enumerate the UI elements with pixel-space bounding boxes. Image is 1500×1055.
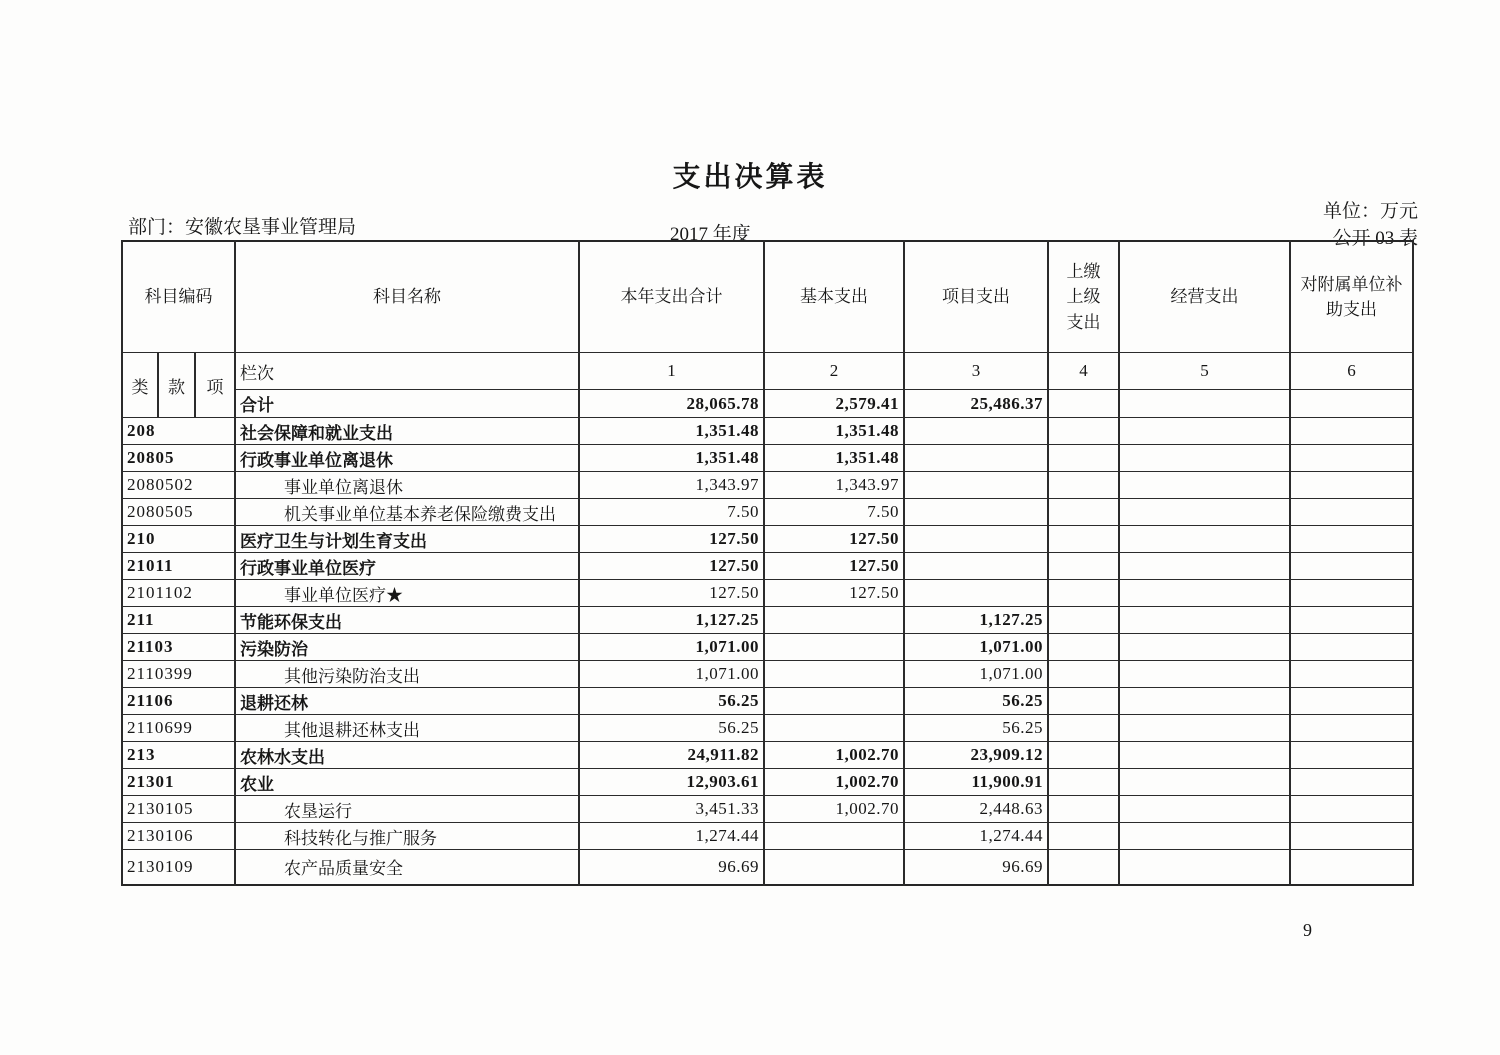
table-body (122, 418, 1413, 885)
subject-code-cell: 208 (122, 418, 235, 445)
value-cell-col6 (1290, 499, 1413, 526)
value-cell-col6 (1290, 850, 1413, 885)
value-cell-col6 (1290, 418, 1413, 445)
table-row (122, 796, 1413, 823)
grand-total-row (122, 390, 1413, 418)
value-cell-col2: 1,343.97 (764, 472, 904, 499)
value-cell-col4 (1048, 715, 1119, 742)
value-cell-col4 (1048, 634, 1119, 661)
value-cell-col4 (1048, 850, 1119, 885)
value-cell-col2: 127.50 (764, 553, 904, 580)
value-cell-col5 (1119, 661, 1290, 688)
header-subsidy-expenditure: 对附属单位补助支出 (1290, 241, 1413, 353)
value-cell-col4 (1048, 823, 1119, 850)
value-cell-col2: 7.50 (764, 499, 904, 526)
table-row (122, 553, 1413, 580)
value-cell-col6 (1290, 661, 1413, 688)
unit-label: 单位：万元 (1322, 201, 1418, 222)
value-cell-col5 (1119, 607, 1290, 634)
value-cell-col3: 56.25 (904, 688, 1048, 715)
table-row (122, 580, 1413, 607)
table-row (122, 499, 1413, 526)
value-cell-col1: 1,351.48 (579, 418, 764, 445)
expenditure-table (121, 240, 1414, 886)
subject-name-cell: 行政事业单位离退休 (235, 445, 579, 472)
value-cell-col2: 1,002.70 (764, 742, 904, 769)
subject-name-cell: 科技转化与推广服务 (235, 823, 579, 850)
value-cell-col6 (1290, 553, 1413, 580)
value-cell-col5 (1119, 742, 1290, 769)
table-row (122, 526, 1413, 553)
grand-total-col4 (1048, 390, 1119, 418)
value-cell-col4 (1048, 742, 1119, 769)
value-cell-col6 (1290, 742, 1413, 769)
value-cell-col6 (1290, 607, 1413, 634)
value-cell-col5 (1119, 796, 1290, 823)
table-row (122, 769, 1413, 796)
value-cell-col4 (1048, 499, 1119, 526)
value-cell-col4 (1048, 445, 1119, 472)
header-project-expenditure: 项目支出 (904, 241, 1048, 353)
table-row (122, 715, 1413, 742)
value-cell-col2: 1,351.48 (764, 445, 904, 472)
value-cell-col4 (1048, 526, 1119, 553)
header-section: 款 (158, 353, 195, 418)
subject-name-cell: 医疗卫生与计划生育支出 (235, 526, 579, 553)
subject-code-cell: 21301 (122, 769, 235, 796)
table-row (122, 607, 1413, 634)
value-cell-col2 (764, 715, 904, 742)
grand-total-col2: 2,579.41 (764, 390, 904, 418)
subject-name-cell: 行政事业单位医疗 (235, 553, 579, 580)
column-number-4: 4 (1048, 353, 1119, 390)
value-cell-col5 (1119, 580, 1290, 607)
value-cell-col3: 1,274.44 (904, 823, 1048, 850)
value-cell-col3: 56.25 (904, 715, 1048, 742)
column-index-label: 栏次 (235, 353, 579, 390)
subject-code-cell: 2130106 (122, 823, 235, 850)
subject-code-cell: 21103 (122, 634, 235, 661)
value-cell-col1: 96.69 (579, 850, 764, 885)
value-cell-col1: 1,071.00 (579, 634, 764, 661)
value-cell-col5 (1119, 850, 1290, 885)
table-code-label: 公开 03 表 (1332, 228, 1418, 249)
value-cell-col1: 1,071.00 (579, 661, 764, 688)
table-row (122, 688, 1413, 715)
value-cell-col3: 23,909.12 (904, 742, 1048, 769)
value-cell-col1: 1,127.25 (579, 607, 764, 634)
value-cell-col2 (764, 661, 904, 688)
value-cell-col4 (1048, 607, 1119, 634)
value-cell-col3: 96.69 (904, 850, 1048, 885)
value-cell-col3 (904, 418, 1048, 445)
column-index-row (122, 353, 1413, 390)
header-operating-expenditure: 经营支出 (1119, 241, 1290, 353)
header-basic-expenditure: 基本支出 (764, 241, 904, 353)
subject-name-cell: 农林水支出 (235, 742, 579, 769)
table-row (122, 418, 1413, 445)
subject-name-cell: 农产品质量安全 (235, 850, 579, 885)
subject-name-cell: 事业单位离退休 (235, 472, 579, 499)
value-cell-col5 (1119, 769, 1290, 796)
value-cell-col4 (1048, 553, 1119, 580)
subject-name-cell: 社会保障和就业支出 (235, 418, 579, 445)
header-subject-name: 科目名称 (235, 241, 579, 353)
subject-code-cell: 21011 (122, 553, 235, 580)
value-cell-col4 (1048, 688, 1119, 715)
subject-code-cell: 2130109 (122, 850, 235, 885)
subject-name-cell: 其他退耕还林支出 (235, 715, 579, 742)
subject-code-cell: 210 (122, 526, 235, 553)
header-class: 类 (122, 353, 158, 418)
subject-code-cell: 2110399 (122, 661, 235, 688)
department-label: 部门：安徽农垦事业管理局 (128, 217, 357, 238)
value-cell-col1: 1,343.97 (579, 472, 764, 499)
value-cell-col4 (1048, 472, 1119, 499)
subject-name-cell: 农业 (235, 769, 579, 796)
subject-code-cell: 2110699 (122, 715, 235, 742)
value-cell-col6 (1290, 823, 1413, 850)
column-number-6: 6 (1290, 353, 1413, 390)
value-cell-col1: 1,274.44 (579, 823, 764, 850)
subject-code-cell: 211 (122, 607, 235, 634)
value-cell-col1: 127.50 (579, 553, 764, 580)
value-cell-col2 (764, 850, 904, 885)
subject-name-cell: 机关事业单位基本养老保险缴费支出 (235, 499, 579, 526)
value-cell-col1: 12,903.61 (579, 769, 764, 796)
table-row (122, 445, 1413, 472)
value-cell-col6 (1290, 445, 1413, 472)
value-cell-col5 (1119, 418, 1290, 445)
value-cell-col1: 127.50 (579, 580, 764, 607)
column-number-2: 2 (764, 353, 904, 390)
value-cell-col3 (904, 553, 1048, 580)
subject-name-cell: 其他污染防治支出 (235, 661, 579, 688)
header-year-total: 本年支出合计 (579, 241, 764, 353)
page-title: 支出决算表 (672, 161, 828, 192)
value-cell-col1: 56.25 (579, 715, 764, 742)
value-cell-col5 (1119, 688, 1290, 715)
header-subject-code: 科目编码 (122, 241, 235, 353)
table-row (122, 850, 1413, 885)
column-number-5: 5 (1119, 353, 1290, 390)
value-cell-col3 (904, 526, 1048, 553)
page-number: 9 (1303, 920, 1312, 940)
value-cell-col6 (1290, 526, 1413, 553)
value-cell-col2: 127.50 (764, 580, 904, 607)
value-cell-col2: 1,002.70 (764, 769, 904, 796)
value-cell-col5 (1119, 526, 1290, 553)
grand-total-col1: 28,065.78 (579, 390, 764, 418)
subject-code-cell: 213 (122, 742, 235, 769)
value-cell-col3 (904, 445, 1048, 472)
subject-code-cell: 20805 (122, 445, 235, 472)
value-cell-col2: 1,351.48 (764, 418, 904, 445)
value-cell-col2 (764, 823, 904, 850)
value-cell-col2 (764, 688, 904, 715)
value-cell-col1: 24,911.82 (579, 742, 764, 769)
value-cell-col5 (1119, 634, 1290, 661)
value-cell-col6 (1290, 472, 1413, 499)
value-cell-col3 (904, 499, 1048, 526)
subject-name-cell: 退耕还林 (235, 688, 579, 715)
header-item: 项 (195, 353, 235, 418)
column-number-3: 3 (904, 353, 1048, 390)
value-cell-col2 (764, 634, 904, 661)
fiscal-year-label: 2017 年度 (670, 224, 751, 245)
value-cell-col6 (1290, 715, 1413, 742)
subject-code-cell: 2101102 (122, 580, 235, 607)
header-row (122, 241, 1413, 353)
value-cell-col1: 1,351.48 (579, 445, 764, 472)
value-cell-col5 (1119, 823, 1290, 850)
value-cell-col2: 127.50 (764, 526, 904, 553)
value-cell-col1: 7.50 (579, 499, 764, 526)
value-cell-col4 (1048, 580, 1119, 607)
value-cell-col5 (1119, 715, 1290, 742)
grand-total-label: 合计 (235, 390, 579, 418)
subject-code-cell: 2080502 (122, 472, 235, 499)
subject-name-cell: 事业单位医疗★ (235, 580, 579, 607)
value-cell-col1: 56.25 (579, 688, 764, 715)
table-row (122, 823, 1413, 850)
value-cell-col1: 3,451.33 (579, 796, 764, 823)
subject-name-cell: 污染防治 (235, 634, 579, 661)
value-cell-col6 (1290, 688, 1413, 715)
value-cell-col6 (1290, 796, 1413, 823)
subject-name-cell: 节能环保支出 (235, 607, 579, 634)
table-row (122, 634, 1413, 661)
subject-code-cell: 21106 (122, 688, 235, 715)
value-cell-col2 (764, 607, 904, 634)
value-cell-col4 (1048, 661, 1119, 688)
value-cell-col5 (1119, 445, 1290, 472)
value-cell-col6 (1290, 769, 1413, 796)
grand-total-col6 (1290, 390, 1413, 418)
subject-code-cell: 2080505 (122, 499, 235, 526)
value-cell-col3: 1,071.00 (904, 661, 1048, 688)
value-cell-col4 (1048, 796, 1119, 823)
subject-name-cell: 农垦运行 (235, 796, 579, 823)
value-cell-col5 (1119, 472, 1290, 499)
value-cell-col3 (904, 472, 1048, 499)
table-row (122, 661, 1413, 688)
table-row (122, 742, 1413, 769)
value-cell-col2: 1,002.70 (764, 796, 904, 823)
value-cell-col3: 2,448.63 (904, 796, 1048, 823)
value-cell-col3 (904, 580, 1048, 607)
value-cell-col4 (1048, 769, 1119, 796)
grand-total-col3: 25,486.37 (904, 390, 1048, 418)
value-cell-col5 (1119, 553, 1290, 580)
value-cell-col1: 127.50 (579, 526, 764, 553)
value-cell-col4 (1048, 418, 1119, 445)
table-row (122, 472, 1413, 499)
value-cell-col6 (1290, 634, 1413, 661)
value-cell-col3: 1,071.00 (904, 634, 1048, 661)
grand-total-col5 (1119, 390, 1290, 418)
value-cell-col3: 1,127.25 (904, 607, 1048, 634)
column-number-1: 1 (579, 353, 764, 390)
header-upturned-expenditure: 上缴上级支出 (1048, 241, 1119, 353)
value-cell-col5 (1119, 499, 1290, 526)
subject-code-cell: 2130105 (122, 796, 235, 823)
value-cell-col6 (1290, 580, 1413, 607)
value-cell-col3: 11,900.91 (904, 769, 1048, 796)
